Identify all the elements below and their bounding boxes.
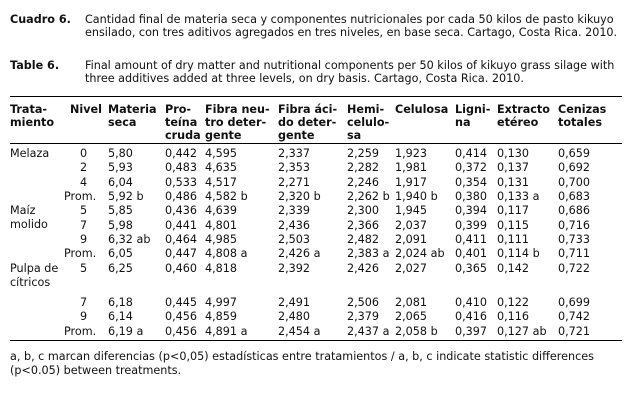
- table-cell: 2,506: [347, 296, 380, 309]
- table-cell: 0,416: [455, 310, 488, 323]
- table-cell: 0,486: [165, 190, 198, 203]
- table-cell: 2,065: [395, 310, 428, 323]
- table-cell: 2,480: [278, 310, 311, 323]
- column-header-line: Cenizas: [558, 103, 607, 116]
- table-cell: 0,742: [558, 310, 591, 323]
- table-cell: 0,722: [558, 262, 591, 275]
- table-cell: 2,392: [278, 262, 311, 275]
- table-cell: 0,721: [558, 325, 591, 338]
- caption-label-english: Table 6.: [10, 59, 60, 72]
- table-cell: 1,940 b: [395, 190, 438, 203]
- table-cell: 2,259: [347, 147, 380, 160]
- column-header-line: Celulosa: [395, 103, 449, 116]
- column-header-line: Materia: [108, 103, 157, 116]
- table-cell: 0,114 b: [497, 247, 540, 260]
- table-cell: 2,037: [395, 219, 428, 232]
- column-header-line: celulo-: [347, 116, 390, 129]
- table-cell: 5,98: [108, 219, 133, 232]
- table-cell: 4,639: [205, 204, 238, 217]
- table-cell: 4,891 a: [205, 325, 248, 338]
- table-cell: 0,460: [165, 262, 198, 275]
- column-header-line: Fibra áci-: [278, 103, 338, 116]
- table-cell: 0,133 a: [497, 190, 540, 203]
- table-top-rule: [10, 96, 622, 97]
- table-cell: 6,19 a: [108, 325, 144, 338]
- table-cell: 0,117: [497, 204, 530, 217]
- level-cell: Prom.: [64, 247, 97, 260]
- table-cell: 0,401: [455, 247, 488, 260]
- table-cell: 2,426: [347, 262, 380, 275]
- group-label: cítricos: [10, 276, 51, 289]
- table-cell: 0,410: [455, 296, 488, 309]
- table-cell: 0,699: [558, 296, 591, 309]
- table-cell: 1,981: [395, 161, 428, 174]
- level-cell: 7: [80, 296, 88, 309]
- level-cell: 4: [80, 176, 88, 189]
- table-cell: 4,635: [205, 161, 238, 174]
- table-cell: 2,437 a: [347, 325, 390, 338]
- table-cell: 4,582 b: [205, 190, 248, 203]
- table-cell: 6,14: [108, 310, 133, 323]
- table-cell: 2,353: [278, 161, 311, 174]
- column-header-line: Nivel: [70, 103, 102, 116]
- table-cell: 0,365: [455, 262, 488, 275]
- table-cell: 2,383 a: [347, 247, 390, 260]
- table-cell: 0,716: [558, 219, 591, 232]
- group-label: Melaza: [10, 147, 50, 160]
- column-header-line: Trata-: [10, 103, 48, 116]
- table-cell: 2,081: [395, 296, 428, 309]
- column-header-line: gente: [278, 129, 315, 142]
- table-cell: 4,595: [205, 147, 238, 160]
- table-cell: 2,027: [395, 262, 428, 275]
- column-header-line: Pro-: [165, 103, 192, 116]
- table-cell: 0,483: [165, 161, 198, 174]
- column-header-line: totales: [558, 116, 603, 129]
- level-cell: 0: [80, 147, 88, 160]
- table-cell: 0,394: [455, 204, 488, 217]
- table-cell: 0,711: [558, 247, 591, 260]
- table-cell: 4,517: [205, 176, 238, 189]
- table-cell: 0,445: [165, 296, 198, 309]
- table-cell: 1,917: [395, 176, 428, 189]
- caption-text-english: Final amount of dry matter and nutritional components per 50 kilos of kikuyo grass silage with three additives added at three levels, on dry basis. Cartago, Costa Rica. 2010.: [85, 59, 615, 86]
- table-cell: 0,137: [497, 161, 530, 174]
- table-cell: 5,80: [108, 147, 133, 160]
- group-label: Maíz: [10, 204, 36, 217]
- table-cell: 0,372: [455, 161, 488, 174]
- table-cell: 0,127 ab: [497, 325, 547, 338]
- table-cell: 2,491: [278, 296, 311, 309]
- column-header-line: Ligni-: [455, 103, 491, 116]
- table-cell: 0,456: [165, 325, 198, 338]
- column-header-line: Fibra neu-: [205, 103, 270, 116]
- table-cell: 1,923: [395, 147, 428, 160]
- table-cell: 5,92 b: [108, 190, 144, 203]
- table-cell: 2,091: [395, 233, 428, 246]
- table-cell: 2,379: [347, 310, 380, 323]
- table-cell: 5,93: [108, 161, 133, 174]
- table-cell: 0,733: [558, 233, 591, 246]
- level-cell: 7: [80, 219, 88, 232]
- table-cell: 0,116: [497, 310, 530, 323]
- column-header-line: na: [455, 116, 471, 129]
- table-cell: 0,399: [455, 219, 488, 232]
- table-footnote: a, b, c marcan diferencias (p<0,05) estadísticas entre tratamientos / a, b, c indicate statistic differences (p<0.05) between treatments.: [10, 350, 594, 377]
- table-cell: 2,320 b: [278, 190, 321, 203]
- table-cell: 0,456: [165, 310, 198, 323]
- table-cell: 0,692: [558, 161, 591, 174]
- table-cell: 6,18: [108, 296, 133, 309]
- table-cell: 0,122: [497, 296, 530, 309]
- table-cell: 2,426 a: [278, 247, 321, 260]
- table-cell: 0,533: [165, 176, 198, 189]
- table-cell: 2,246: [347, 176, 380, 189]
- table-cell: 0,354: [455, 176, 488, 189]
- table-cell: 2,366: [347, 219, 380, 232]
- table-cell: 2,436: [278, 219, 311, 232]
- column-header-line: etéreo: [497, 116, 539, 129]
- table-cell: 4,985: [205, 233, 238, 246]
- table-cell: 0,131: [497, 176, 530, 189]
- table-header-rule: [10, 143, 622, 144]
- level-cell: 5: [80, 262, 88, 275]
- table-cell: 0,436: [165, 204, 198, 217]
- level-cell: 5: [80, 204, 88, 217]
- table-cell: 2,482: [347, 233, 380, 246]
- level-cell: Prom.: [64, 325, 97, 338]
- table-cell: 2,024 ab: [395, 247, 445, 260]
- table-cell: 2,282: [347, 161, 380, 174]
- table-cell: 0,441: [165, 219, 198, 232]
- level-cell: 9: [80, 233, 88, 246]
- table-cell: 0,380: [455, 190, 488, 203]
- table-cell: 0,142: [497, 262, 530, 275]
- table-cell: 2,454 a: [278, 325, 321, 338]
- table-cell: 0,411: [455, 233, 488, 246]
- table-cell: 0,686: [558, 204, 591, 217]
- level-cell: 9: [80, 310, 88, 323]
- table-cell: 4,808 a: [205, 247, 248, 260]
- group-label: molido: [10, 218, 48, 231]
- column-header-line: miento: [10, 116, 55, 129]
- column-header-line: sa: [347, 129, 362, 142]
- table-cell: 0,447: [165, 247, 198, 260]
- table-cell: 1,945: [395, 204, 428, 217]
- table-cell: 2,262 b: [347, 190, 390, 203]
- table-cell: 0,659: [558, 147, 591, 160]
- column-header-line: teína: [165, 116, 198, 129]
- table-cell: 0,464: [165, 233, 198, 246]
- table-cell: 6,04: [108, 176, 133, 189]
- table-cell: 0,130: [497, 147, 530, 160]
- table-cell: 2,337: [278, 147, 311, 160]
- table-cell: 2,300: [347, 204, 380, 217]
- table-cell: 0,111: [497, 233, 530, 246]
- column-header-line: do deter-: [278, 116, 337, 129]
- column-header-line: seca: [108, 116, 137, 129]
- table-cell: 0,115: [497, 219, 530, 232]
- table-cell: 0,442: [165, 147, 198, 160]
- table-cell: 0,683: [558, 190, 591, 203]
- table-cell: 2,271: [278, 176, 311, 189]
- table-cell: 4,818: [205, 262, 238, 275]
- caption-label-spanish: Cuadro 6.: [10, 13, 71, 26]
- table-cell: 2,058 b: [395, 325, 438, 338]
- table-cell: 0,700: [558, 176, 591, 189]
- level-cell: 2: [80, 161, 88, 174]
- table-cell: 6,32 ab: [108, 233, 151, 246]
- table-bottom-rule: [10, 340, 622, 341]
- table-cell: 5,85: [108, 204, 133, 217]
- table-cell: 4,859: [205, 310, 238, 323]
- group-label: Pulpa de: [10, 262, 59, 275]
- table-cell: 2,339: [278, 204, 311, 217]
- table-cell: 4,997: [205, 296, 238, 309]
- column-header-line: gente: [205, 129, 242, 142]
- table-cell: 6,05: [108, 247, 133, 260]
- table-cell: 6,25: [108, 262, 133, 275]
- table-cell: 0,414: [455, 147, 488, 160]
- column-header-line: tro deter-: [205, 116, 267, 129]
- table-cell: 2,503: [278, 233, 311, 246]
- level-cell: Prom.: [64, 190, 97, 203]
- table-cell: 4,801: [205, 219, 238, 232]
- column-header-line: cruda: [165, 129, 201, 142]
- caption-text-spanish: Cantidad final de materia seca y componentes nutricionales por cada 50 kilos de pasto kikuyo ensilado, con tres aditivos agregados en tres niveles, en base seca. Cartago, Costa Rica. 2010.: [85, 13, 618, 40]
- column-header-line: Extracto: [497, 103, 550, 116]
- table-cell: 0,397: [455, 325, 488, 338]
- column-header-line: Hemi-: [347, 103, 385, 116]
